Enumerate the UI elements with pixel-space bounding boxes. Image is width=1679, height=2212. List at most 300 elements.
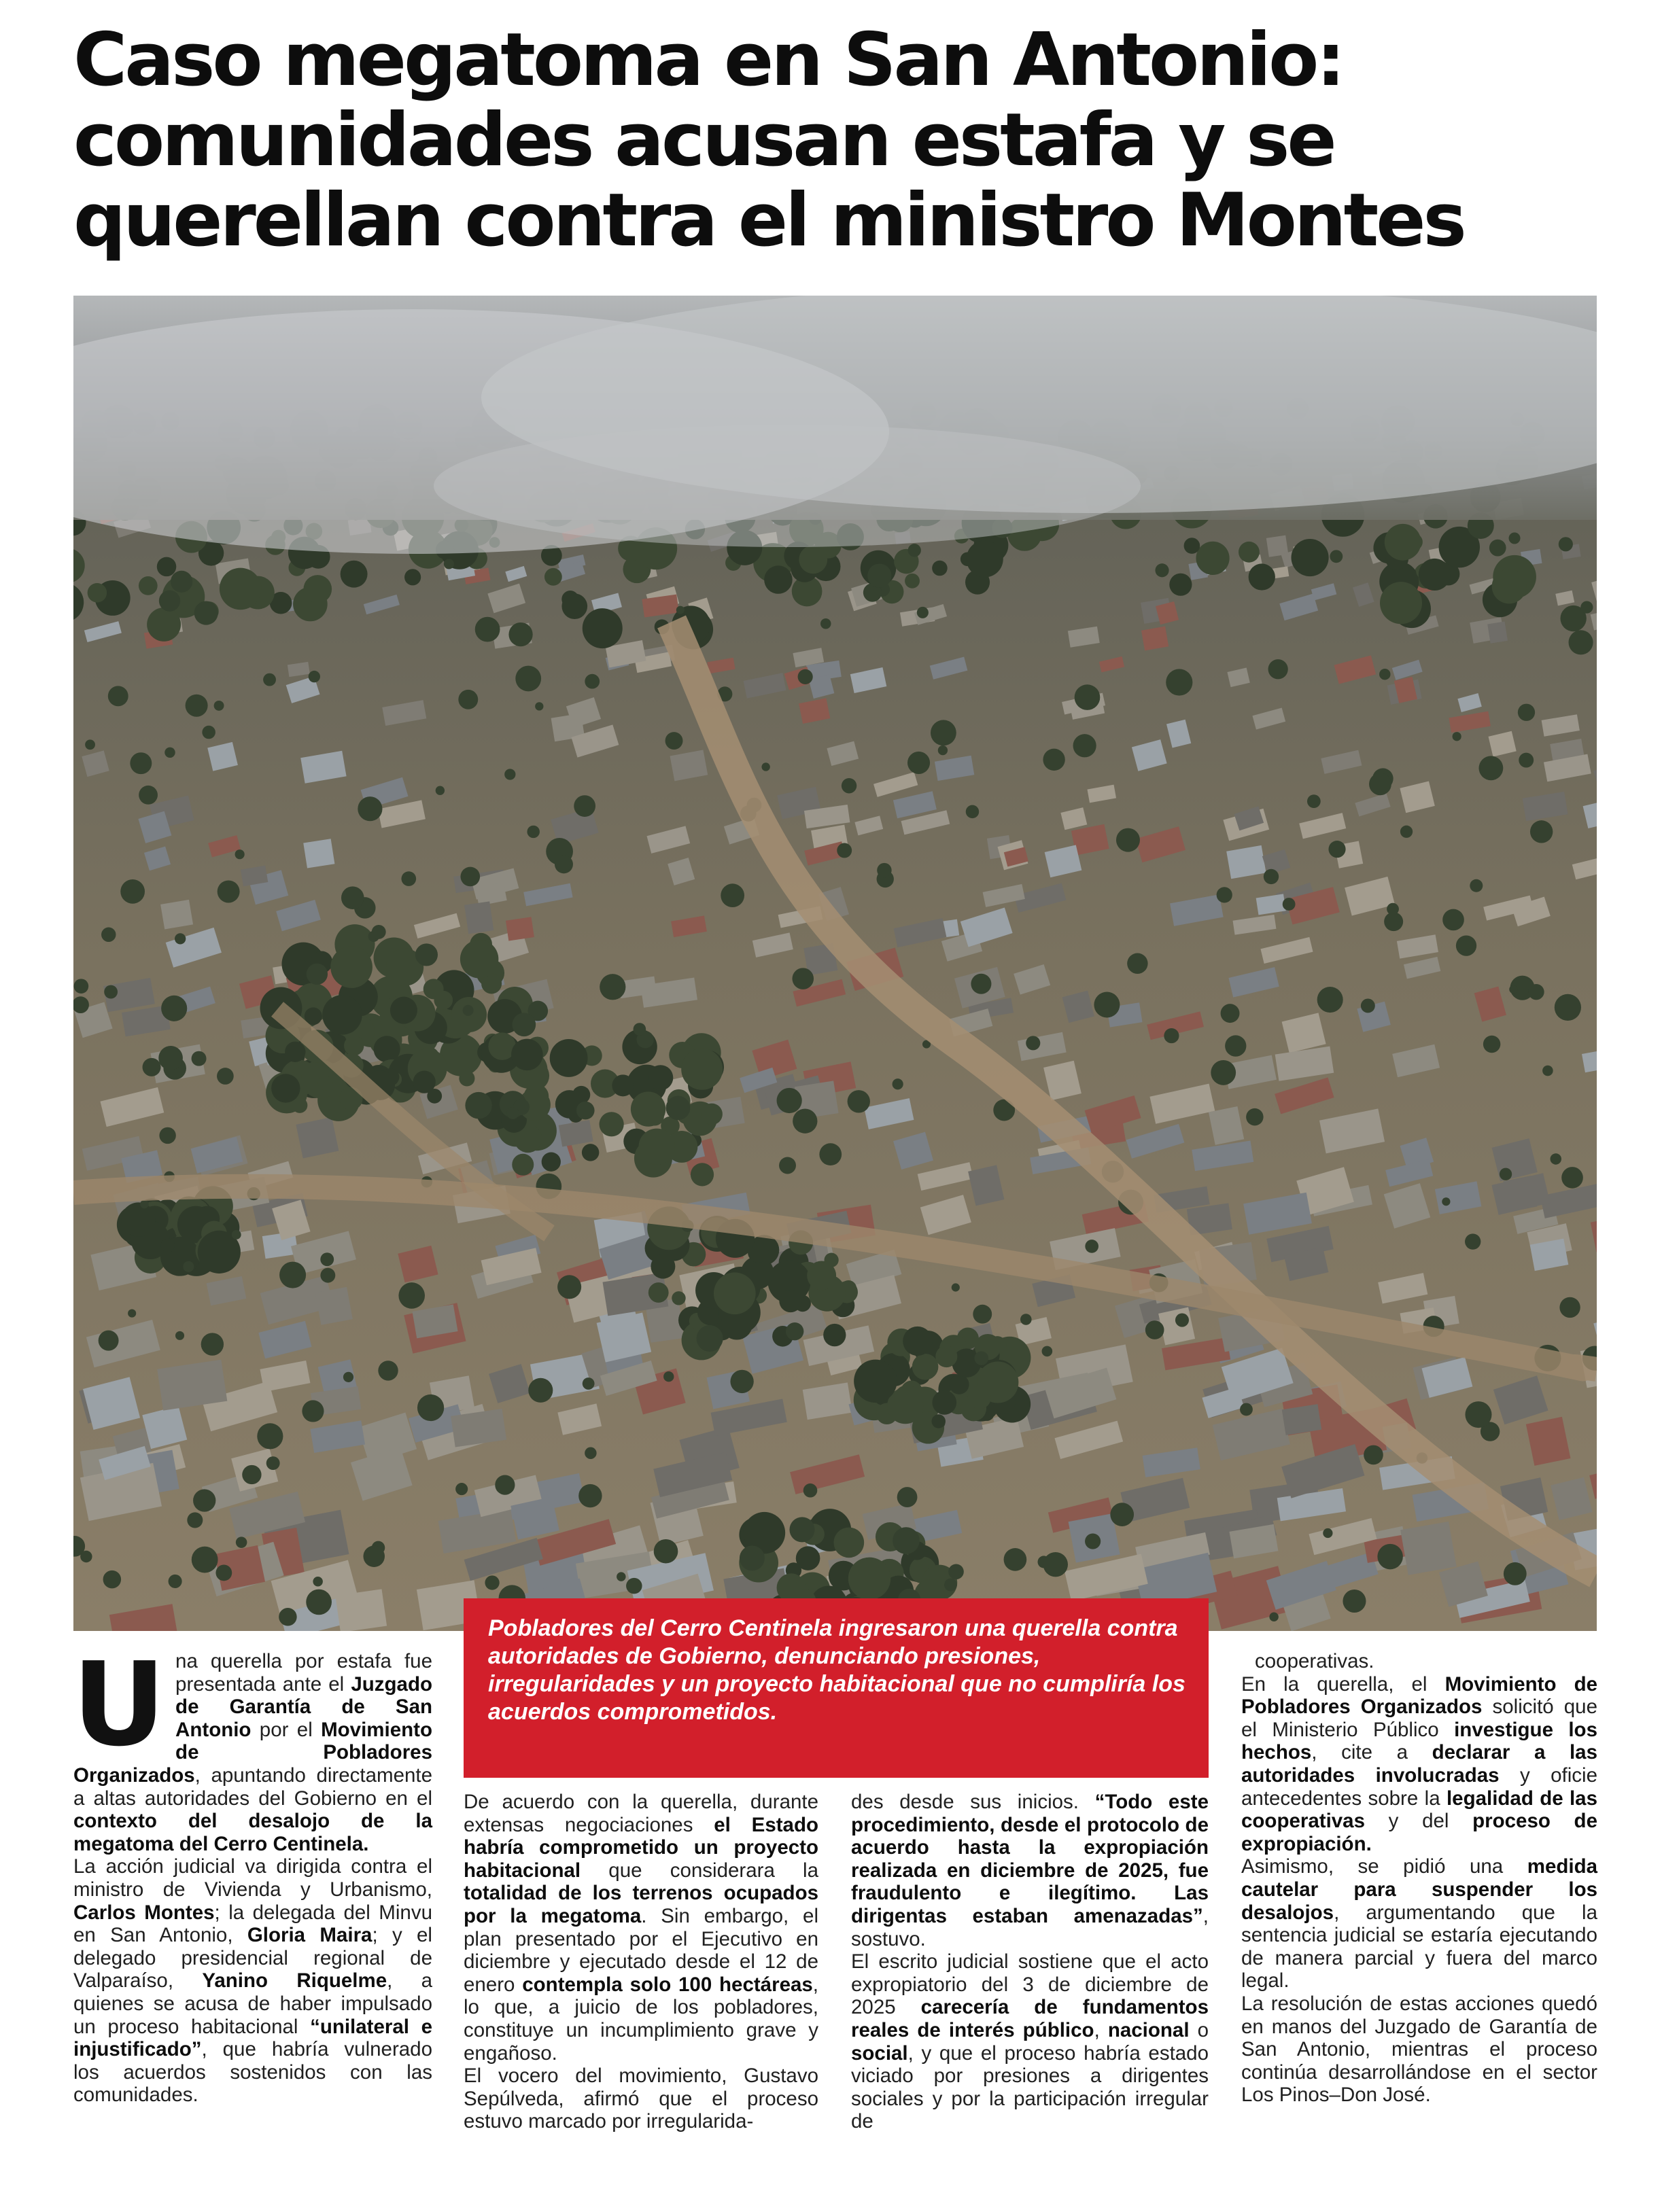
tree-canopy	[1085, 1534, 1101, 1549]
tree-canopy	[1509, 985, 1517, 994]
tree-canopy	[1442, 909, 1464, 931]
tree-canopy	[935, 1346, 957, 1367]
tree-canopy	[1043, 749, 1064, 771]
tree-canopy	[1283, 898, 1296, 911]
tree-canopy	[398, 1282, 425, 1309]
tree-canopy	[764, 565, 793, 594]
tree-canopy	[820, 618, 831, 629]
tree-canopy	[638, 1129, 674, 1165]
tree-canopy	[1555, 994, 1581, 1021]
tree-canopy	[807, 1261, 836, 1290]
headline	[73, 20, 1610, 261]
house-roof	[303, 839, 334, 868]
tree-canopy	[1073, 734, 1096, 757]
tree-canopy	[777, 1088, 802, 1113]
tree-canopy	[194, 601, 218, 625]
tree-canopy	[1246, 1108, 1263, 1125]
house-roof	[160, 900, 193, 930]
house-roof	[1141, 627, 1169, 651]
tree-canopy	[192, 1051, 207, 1066]
tree-canopy	[894, 1385, 920, 1411]
tree-canopy	[793, 1109, 817, 1134]
tree-canopy	[108, 686, 128, 706]
tree-canopy	[1343, 1590, 1366, 1613]
tree-canopy	[1377, 1544, 1402, 1569]
tree-canopy	[1169, 574, 1192, 596]
tree-canopy	[263, 673, 276, 686]
tree-canopy	[158, 1046, 183, 1070]
tree-canopy	[235, 849, 245, 859]
tree-canopy	[404, 569, 421, 585]
text-run: solicitó que el Ministerio Público	[1241, 1696, 1597, 1741]
text-run: o	[1189, 2018, 1209, 2041]
tree-canopy	[215, 1565, 232, 1581]
text-run-bold: Gloria Maira	[247, 1924, 373, 1947]
headline-line-2: comunidades acusan estafa y se	[73, 98, 1334, 183]
tree-canopy	[626, 1578, 642, 1594]
tree-canopy	[1317, 987, 1343, 1013]
tree-canopy	[1453, 732, 1461, 741]
tree-canopy	[1240, 1403, 1253, 1416]
tree-canopy	[952, 1283, 960, 1291]
tree-canopy	[159, 591, 180, 612]
tree-canopy	[120, 879, 145, 904]
text-run: , apuntando directamente a altas autoridades del Gobierno en el	[73, 1763, 432, 1810]
tree-canopy	[877, 863, 891, 877]
tree-canopy	[897, 1487, 918, 1507]
tree-canopy	[1559, 1297, 1580, 1318]
text-run-bold: el Estado habría comprometido un proyecto habitacional	[464, 1813, 819, 1882]
tree-canopy	[157, 557, 177, 577]
paragraph	[73, 1855, 432, 2107]
tree-canopy	[721, 883, 744, 907]
tree-canopy	[103, 1570, 122, 1589]
house-roof	[1226, 845, 1266, 879]
drop-cap: U	[72, 1638, 167, 1772]
tree-canopy	[561, 593, 587, 619]
text-run: na querella por estafa fue presentada ante el	[175, 1650, 432, 1696]
tree-canopy	[147, 608, 181, 642]
text-run: , a quienes se acusa de haber impulsado un proceso habitacional	[73, 1969, 432, 2038]
paragraph: El vocero del movimiento, Gustavo Sepúlveda, afirmó que el proceso estuvo marcado por irregularida-	[464, 2065, 818, 2133]
tree-canopy	[527, 826, 539, 838]
tree-canopy	[1268, 659, 1288, 679]
tree-canopy	[417, 1394, 444, 1421]
tree-canopy	[648, 1282, 669, 1303]
text-run-bold: Juzgado de Garantía de San Antonio	[175, 1672, 432, 1741]
tree-canopy	[1478, 756, 1503, 780]
tree-canopy	[512, 1154, 534, 1176]
tree-canopy	[257, 1423, 283, 1449]
tree-canopy	[401, 871, 416, 886]
tree-canopy	[648, 1065, 673, 1090]
tree-canopy	[617, 1572, 625, 1581]
tree-canopy	[302, 1400, 324, 1422]
tree-canopy	[1530, 820, 1553, 843]
paragraph	[1241, 1855, 1597, 1992]
tree-canopy	[175, 1331, 184, 1340]
tree-canopy	[159, 1127, 175, 1144]
tree-canopy	[1518, 704, 1535, 721]
tree-canopy	[74, 979, 89, 994]
photo-caption: Pobladores del Cerro Centinela ingresaron una querella contra autoridades de Gobierno, denunciando presiones, irregularidades y un proyecto habitacional que no cumpliría los acuerdos comprometidos.	[464, 1598, 1209, 1778]
text-run: , que habría vulnerado los acuerdos sostenidos con las comunidades.	[73, 2038, 432, 2107]
tree-canopy	[1042, 1346, 1053, 1357]
text-run: , cite a	[1311, 1741, 1432, 1764]
tree-canopy	[1239, 542, 1260, 563]
tree-canopy	[789, 1517, 814, 1542]
tree-canopy	[1369, 773, 1391, 795]
tree-canopy	[318, 1076, 333, 1091]
tree-canopy	[459, 1070, 474, 1086]
tree-canopy	[1561, 1167, 1583, 1189]
tree-canopy	[1500, 1168, 1512, 1180]
tree-canopy	[1328, 841, 1345, 858]
tree-canopy	[1249, 563, 1275, 590]
tree-canopy	[390, 997, 417, 1024]
tree-canopy	[341, 886, 364, 909]
text-run-bold: contexto del desalojo de la megatoma del Cerro Centinela.	[73, 1810, 432, 1855]
tree-canopy	[1155, 563, 1169, 577]
tree-canopy	[905, 574, 920, 589]
tree-canopy	[506, 1107, 519, 1119]
tree-canopy	[1504, 1562, 1527, 1585]
tree-canopy	[585, 674, 600, 689]
tree-canopy	[104, 985, 118, 999]
text-run-bold: medida cautelar para suspender los desalojos	[1241, 1855, 1597, 1924]
tree-canopy	[1489, 540, 1506, 557]
article-column-1	[72, 1638, 432, 2107]
tree-canopy	[583, 1377, 595, 1390]
tree-canopy	[142, 1058, 160, 1076]
text-run: por el	[251, 1718, 322, 1741]
tree-canopy	[867, 563, 891, 587]
text-run-bold: Movimiento de Pobladores Organizados	[73, 1718, 432, 1787]
tree-canopy	[1456, 935, 1476, 955]
tree-canopy	[1380, 582, 1422, 624]
tree-canopy	[779, 1157, 796, 1174]
tree-canopy	[161, 996, 187, 1021]
tree-canopy	[1519, 753, 1534, 768]
tree-canopy	[612, 1074, 634, 1096]
tree-canopy	[1292, 539, 1329, 576]
tree-canopy	[967, 540, 1003, 577]
tree-canopy	[691, 1163, 714, 1186]
tree-canopy	[1094, 992, 1120, 1018]
tree-canopy	[1145, 1320, 1164, 1339]
text-run: ; y el delegado presidencial regional de Valparaíso,	[73, 1924, 432, 1992]
text-run: , sostuvo.	[851, 1904, 1209, 1950]
tree-canopy	[932, 561, 948, 576]
tree-canopy	[1483, 1036, 1500, 1053]
tree-canopy	[1175, 1314, 1189, 1327]
tree-canopy	[307, 964, 328, 985]
tree-canopy	[1269, 1613, 1278, 1621]
text-run-bold: declarar a las autoridades involucradas	[1241, 1741, 1597, 1787]
tree-canopy	[508, 622, 532, 646]
text-run-bold: “unilateral e injustificado”	[73, 2015, 432, 2061]
house-roof	[506, 917, 534, 941]
tree-canopy	[236, 1537, 247, 1548]
tree-canopy	[214, 701, 224, 711]
tree-canopy	[363, 1545, 385, 1567]
text-run-bold: Movimiento de Pobladores Organizados	[1241, 1672, 1597, 1719]
tree-canopy	[217, 1068, 234, 1085]
text-run: ,	[1094, 2018, 1108, 2041]
tree-canopy	[285, 1042, 305, 1062]
tree-canopy	[121, 1202, 155, 1236]
tree-canopy	[1419, 559, 1451, 591]
tree-canopy	[1442, 1197, 1450, 1206]
text-run: que considerara la	[581, 1859, 818, 1882]
tree-canopy	[903, 1327, 932, 1356]
tree-canopy	[458, 690, 478, 709]
tree-canopy	[80, 1551, 92, 1562]
text-run: Asimismo, se pidió una	[1241, 1855, 1527, 1878]
tree-canopy	[665, 732, 683, 750]
tree-canopy	[557, 1275, 581, 1299]
text-run-bold: Yanino Riquelme	[202, 1969, 387, 1992]
tree-canopy	[128, 1310, 136, 1318]
tree-canopy	[169, 1575, 182, 1588]
tree-canopy	[1164, 1028, 1179, 1043]
tree-canopy	[854, 1360, 897, 1403]
house-roof	[1282, 1404, 1321, 1435]
tree-canopy	[187, 1512, 203, 1528]
text-run: La acción judicial va dirigida contra el ministro de Vivienda y Urbanismo,	[73, 1855, 432, 1901]
tree-canopy	[585, 1447, 596, 1459]
headline-line-1: Caso megatoma en San Antonio:	[73, 18, 1343, 103]
tree-canopy	[968, 1386, 991, 1409]
tree-canopy	[676, 606, 685, 614]
tree-canopy	[279, 1608, 296, 1626]
tree-canopy	[101, 928, 116, 942]
tree-canopy	[535, 702, 543, 710]
tree-canopy	[823, 1324, 846, 1346]
tree-canopy	[1551, 1153, 1561, 1164]
tree-canopy	[1196, 542, 1229, 575]
tree-canopy	[600, 974, 625, 1000]
tree-canopy	[1307, 794, 1321, 808]
tree-canopy	[202, 726, 215, 739]
tree-canopy	[460, 940, 498, 978]
text-run-bold: carecería de fundamentos reales de interés público	[851, 1996, 1209, 2041]
text-run-bold: proceso de expropiación.	[1241, 1810, 1597, 1855]
text-run: El escrito judicial sostiene que el acto expropiatorio del 3 de diciembre de 2025	[851, 1950, 1209, 2019]
tree-canopy	[88, 583, 107, 602]
tree-canopy	[1225, 1035, 1246, 1056]
tree-canopy	[966, 805, 979, 818]
tree-canopy	[634, 1023, 646, 1036]
tree-canopy	[1528, 984, 1544, 1000]
tree-canopy	[666, 1095, 691, 1120]
text-run: y oficie antecedentes sobre la	[1241, 1763, 1597, 1810]
tree-canopy	[175, 933, 186, 944]
tree-canopy	[582, 1144, 599, 1161]
tree-canopy	[341, 561, 368, 588]
tree-canopy	[1221, 1004, 1240, 1023]
tree-canopy	[343, 1372, 353, 1382]
paragraph	[851, 1950, 1209, 2133]
text-run-bold: totalidad de los terrenos ocupados por la megatoma	[464, 1882, 818, 1927]
tree-canopy	[842, 778, 856, 793]
paragraph	[851, 1791, 1209, 1950]
tree-canopy	[1364, 1445, 1383, 1465]
tree-canopy	[631, 1091, 665, 1126]
paragraph: La resolución de estas acciones quedó en manos del Juzgado de Garantía de San Antonio, mientras el proceso continúa desarrollándose en el sector Los Pinos–Don José.	[1241, 1992, 1597, 2107]
tree-canopy	[485, 1575, 499, 1590]
text-run: des desde sus inicios.	[851, 1791, 1095, 1813]
tree-canopy	[444, 559, 454, 569]
tree-canopy	[893, 1527, 920, 1554]
headline-line-3: querellan contra el ministro Montes	[73, 178, 1464, 263]
text-run: ; la delegada del Minvu en San Antonio,	[73, 1901, 432, 1947]
tree-canopy	[434, 991, 453, 1010]
tree-canopy	[740, 1545, 765, 1570]
tree-canopy	[1323, 1528, 1332, 1538]
tree-canopy	[779, 1290, 801, 1312]
tree-canopy	[833, 1528, 864, 1558]
tree-canopy	[542, 1153, 561, 1172]
tree-canopy	[893, 1078, 903, 1089]
tree-canopy	[672, 1291, 685, 1305]
tree-canopy	[792, 968, 814, 989]
text-run-bold: contempla solo 100 hectáreas	[522, 1973, 813, 1996]
tree-canopy	[1026, 1036, 1040, 1050]
tree-canopy	[555, 855, 573, 873]
tree-canopy	[232, 1230, 241, 1240]
tree-canopy	[193, 1489, 215, 1511]
text-run: En la querella, el	[1241, 1672, 1445, 1696]
tree-canopy	[697, 1325, 723, 1352]
tree-canopy	[218, 880, 240, 902]
tree-canopy	[99, 1331, 119, 1351]
tree-canopy	[165, 748, 175, 758]
tree-canopy	[1387, 903, 1399, 915]
text-run-bold: social	[851, 2041, 908, 2065]
article-column-4	[1241, 1650, 1597, 2107]
tree-canopy	[465, 1092, 491, 1119]
tree-canopy	[201, 1333, 224, 1355]
tree-canopy	[1110, 1503, 1134, 1526]
tree-canopy	[973, 1305, 992, 1324]
tree-canopy	[322, 995, 362, 1034]
tree-canopy	[663, 1371, 674, 1382]
tree-canopy	[701, 1104, 723, 1125]
house-roof	[464, 901, 494, 934]
tree-canopy	[1569, 630, 1593, 654]
tree-canopy	[1043, 1552, 1068, 1577]
paragraph	[464, 1791, 818, 2065]
tree-canopy	[372, 925, 386, 939]
tree-canopy	[819, 1143, 842, 1165]
house-roof	[315, 1287, 353, 1325]
tree-canopy	[330, 946, 373, 988]
tree-canopy	[139, 576, 158, 595]
tree-canopy	[786, 1322, 803, 1340]
text-run-bold: nacional	[1107, 2018, 1190, 2041]
tree-canopy	[512, 1013, 536, 1036]
tree-canopy	[358, 796, 382, 821]
tree-canopy	[320, 1268, 335, 1283]
tree-canopy	[550, 1039, 588, 1077]
tree-canopy	[504, 769, 515, 779]
paragraph	[1241, 1673, 1597, 1856]
tree-canopy	[1211, 1060, 1236, 1085]
tree-canopy	[279, 1262, 306, 1288]
tree-canopy	[1004, 1548, 1027, 1571]
tree-canopy	[186, 695, 208, 717]
tree-canopy	[139, 786, 158, 805]
tree-canopy	[460, 867, 480, 887]
tree-canopy	[798, 669, 813, 684]
house-roof	[1487, 622, 1508, 644]
tree-canopy	[848, 1090, 870, 1112]
tree-canopy	[271, 1074, 300, 1102]
tree-canopy	[948, 1564, 964, 1579]
article-column-3	[851, 1791, 1209, 2133]
tree-canopy	[85, 739, 95, 750]
tree-canopy	[600, 1112, 624, 1136]
tree-canopy	[1465, 1233, 1481, 1249]
tree-canopy	[378, 1360, 398, 1380]
tree-canopy	[681, 1049, 723, 1090]
article-column-2	[464, 1791, 818, 2133]
tree-canopy	[313, 1577, 322, 1586]
tree-canopy	[1166, 669, 1192, 695]
tree-canopy	[912, 1354, 939, 1380]
tree-canopy	[344, 1036, 364, 1055]
tree-canopy	[932, 1390, 956, 1415]
tree-canopy	[463, 1005, 474, 1016]
tree-canopy	[761, 762, 769, 771]
tree-canopy	[971, 974, 991, 994]
paragraph: cooperativas.	[1255, 1650, 1374, 1672]
tree-canopy	[1492, 569, 1527, 603]
tree-canopy	[515, 666, 541, 692]
text-run: De acuerdo con la querella, durante extensas negociaciones	[464, 1791, 818, 1836]
text-run-bold: Carlos Montes	[73, 1901, 215, 1924]
tree-canopy	[1379, 669, 1390, 680]
tree-canopy	[1116, 828, 1140, 852]
tree-canopy	[1075, 684, 1101, 710]
tree-canopy	[1470, 879, 1483, 892]
tree-canopy	[730, 1370, 753, 1393]
tree-canopy	[171, 571, 192, 593]
tree-canopy	[837, 843, 852, 858]
tree-canopy	[130, 752, 152, 774]
tree-canopy	[1085, 1240, 1098, 1253]
aerial-photo	[73, 296, 1597, 1631]
tree-canopy	[309, 671, 320, 682]
text-run: , argumentando que la sentencia judicial se estaría ejecutando de manera parcial y fuera del marco legal.	[1241, 1901, 1597, 1992]
tree-canopy	[931, 720, 956, 745]
tree-canopy	[1580, 601, 1593, 613]
tree-canopy	[320, 1252, 334, 1266]
tree-canopy	[714, 1272, 756, 1314]
tree-canopy	[1127, 953, 1147, 974]
tree-canopy	[544, 568, 562, 586]
tree-canopy	[528, 1378, 553, 1403]
tree-canopy	[415, 943, 438, 966]
tree-canopy	[1400, 826, 1413, 838]
tree-canopy	[583, 608, 623, 648]
text-run-bold: investigue los hechos	[1241, 1718, 1597, 1764]
tree-canopy	[1465, 1401, 1491, 1428]
tree-canopy	[140, 1200, 149, 1209]
tree-canopy	[576, 1102, 595, 1120]
tree-canopy	[917, 607, 929, 618]
